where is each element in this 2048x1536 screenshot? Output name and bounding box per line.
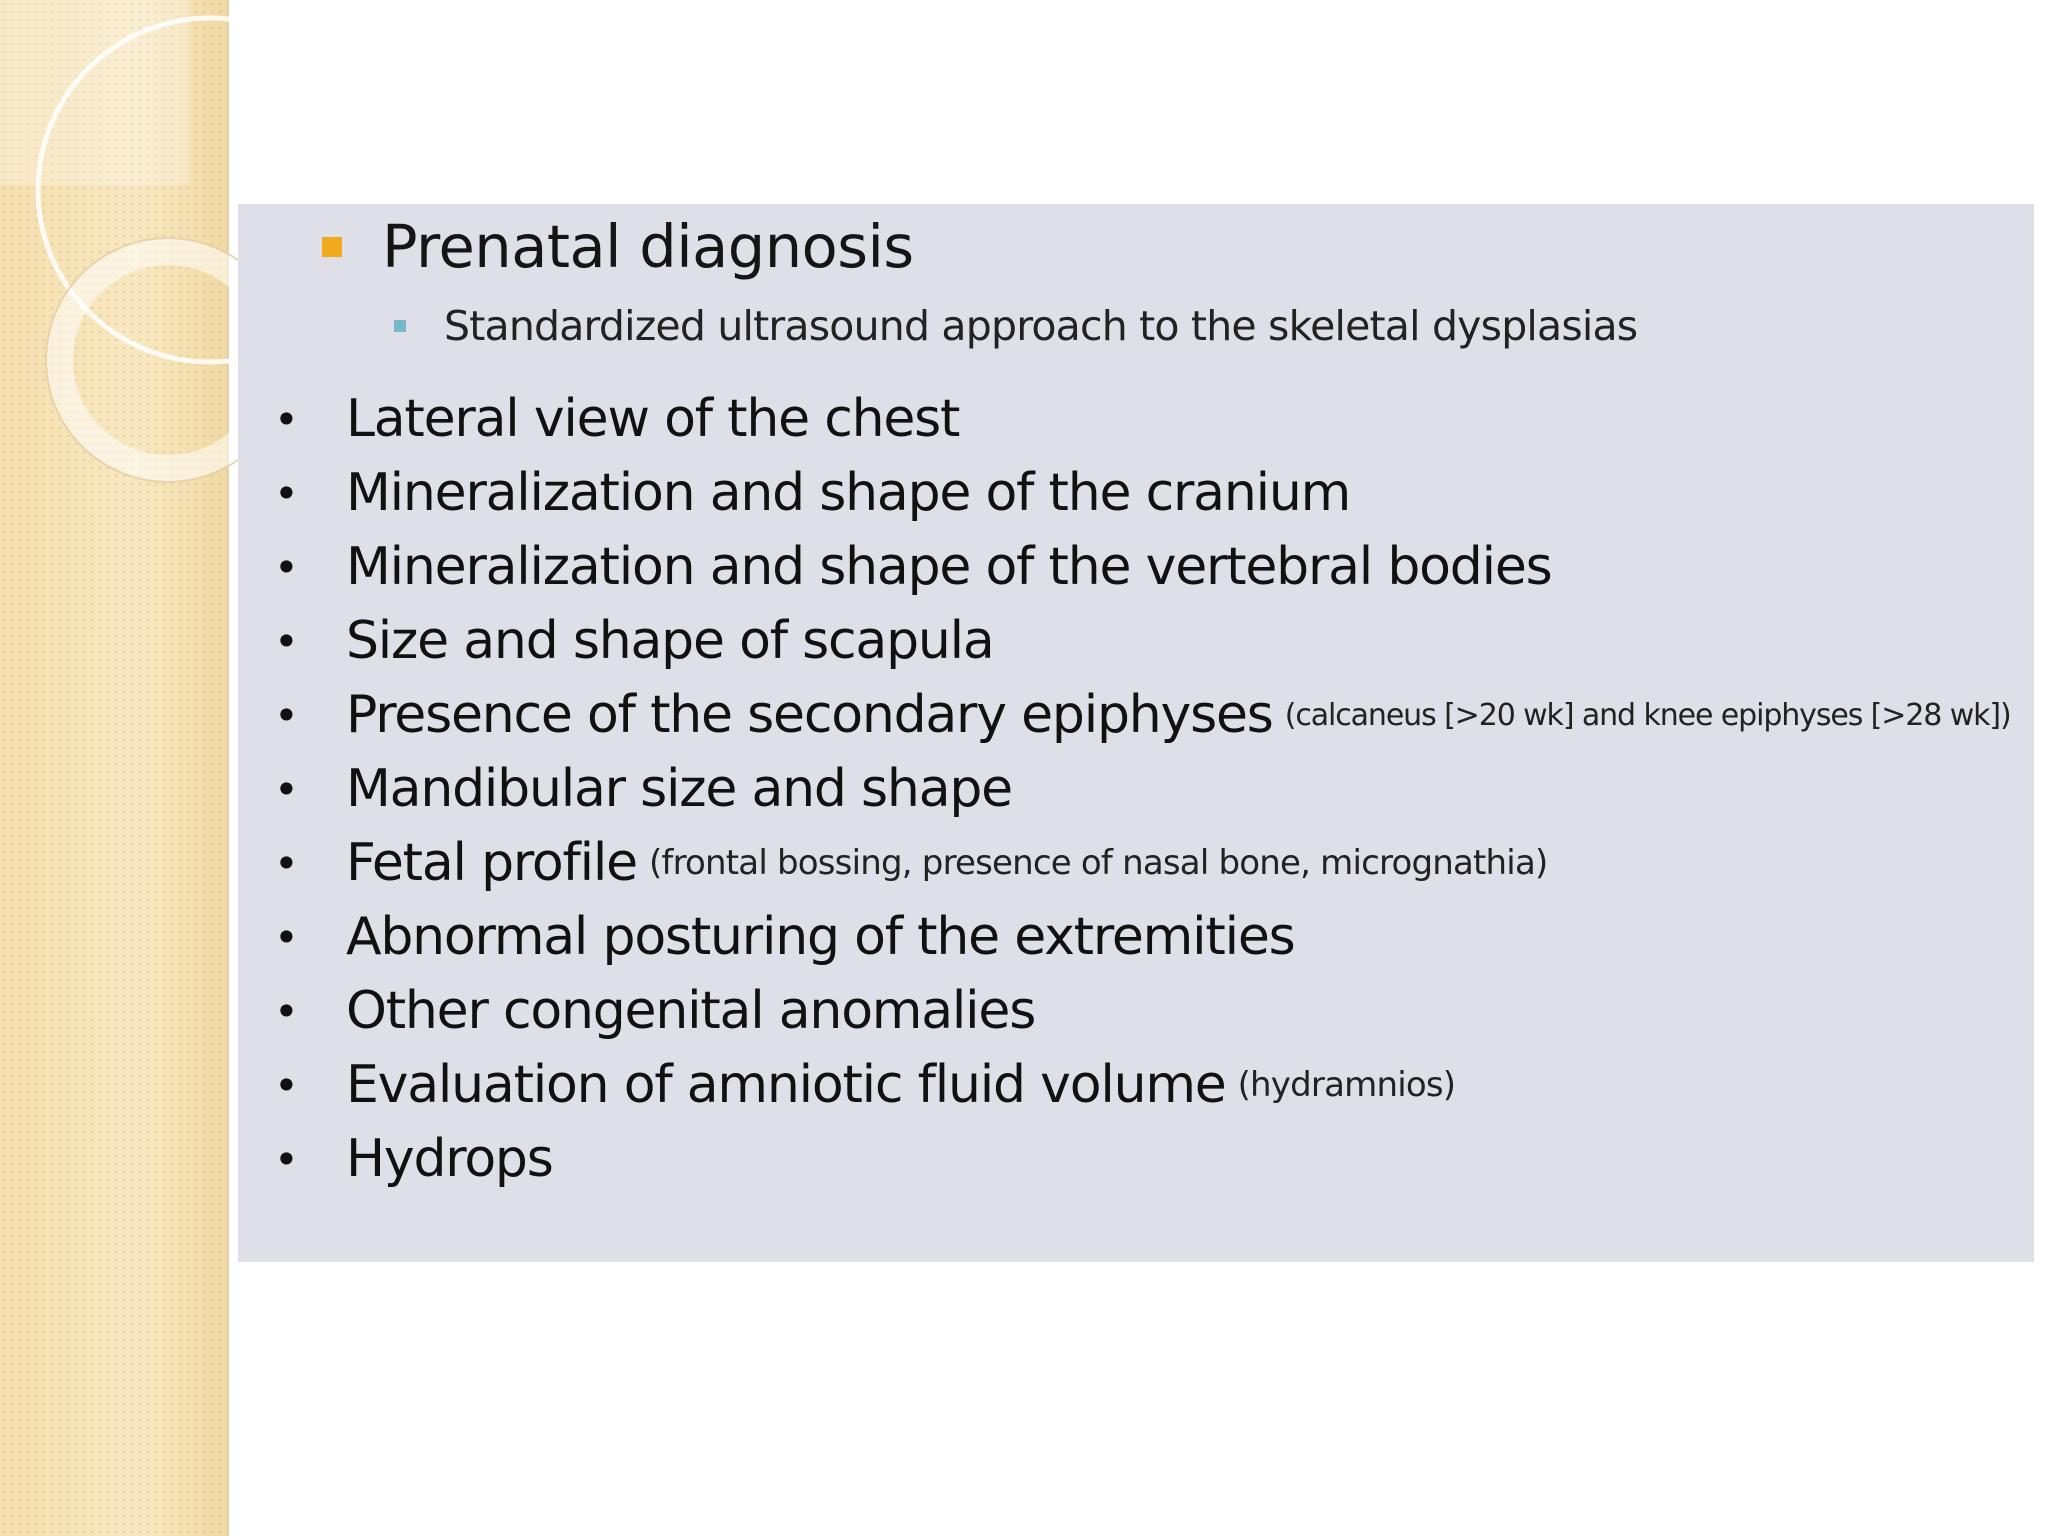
list-item [274, 604, 2011, 678]
bullet-dot-icon: • [274, 986, 299, 1036]
bullet-dot-icon: • [274, 1134, 299, 1184]
small-square-bullet-icon [394, 320, 406, 332]
list-item-text: Mineralization and shape of the vertebral bodies [346, 537, 1552, 597]
list-item [274, 456, 2011, 530]
list-item-text: Mineralization and shape of the cranium [346, 463, 1351, 523]
bullet-list [274, 382, 2011, 1196]
list-item-text: Mandibular size and shape [346, 759, 1012, 819]
bullet-dot-icon: • [274, 616, 299, 666]
list-item-note: (calcaneus [>20 wk] and knee epiphyses [>28 wk]) [1284, 697, 2011, 733]
list-item-text: Lateral view of the chest [346, 389, 960, 449]
list-item [274, 382, 2011, 456]
list-item-text: Evaluation of amniotic fluid volume [346, 1055, 1226, 1115]
bullet-dot-icon: • [274, 838, 299, 888]
square-bullet-icon [322, 237, 342, 257]
heading-row [322, 212, 914, 281]
list-item-note: (hydramnios) [1237, 1065, 1456, 1105]
list-item [274, 826, 2011, 900]
bullet-dot-icon: • [274, 394, 299, 444]
list-item [274, 678, 2011, 752]
page-title: Prenatal diagnosis [382, 212, 914, 281]
list-item-text: Other congenital anomalies [346, 981, 1036, 1041]
bullet-dot-icon: • [274, 468, 299, 518]
list-item-text: Presence of the secondary epiphyses [346, 685, 1273, 745]
list-item [274, 900, 2011, 974]
bullet-dot-icon: • [274, 912, 299, 962]
subheading-row [394, 302, 1637, 350]
list-item [274, 1048, 2011, 1122]
subtitle: Standardized ultrasound approach to the skeletal dysplasias [444, 302, 1638, 350]
list-item [274, 1122, 2011, 1196]
decorative-rings-icon [0, 0, 240, 520]
list-item-note: (frontal bossing, presence of nasal bone, micrognathia) [648, 843, 1548, 883]
bullet-dot-icon: • [274, 542, 299, 592]
bullet-dot-icon: • [274, 764, 299, 814]
bullet-dot-icon: • [274, 1060, 299, 1110]
list-item [274, 530, 2011, 604]
list-item [274, 974, 2011, 1048]
list-item [274, 752, 2011, 826]
list-item-text: Fetal profile [346, 833, 637, 893]
bullet-dot-icon: • [274, 690, 299, 740]
list-item-text: Size and shape of scapula [346, 611, 994, 671]
list-item-text: Abnormal posturing of the extremities [346, 907, 1295, 967]
list-item-text: Hydrops [346, 1129, 553, 1189]
